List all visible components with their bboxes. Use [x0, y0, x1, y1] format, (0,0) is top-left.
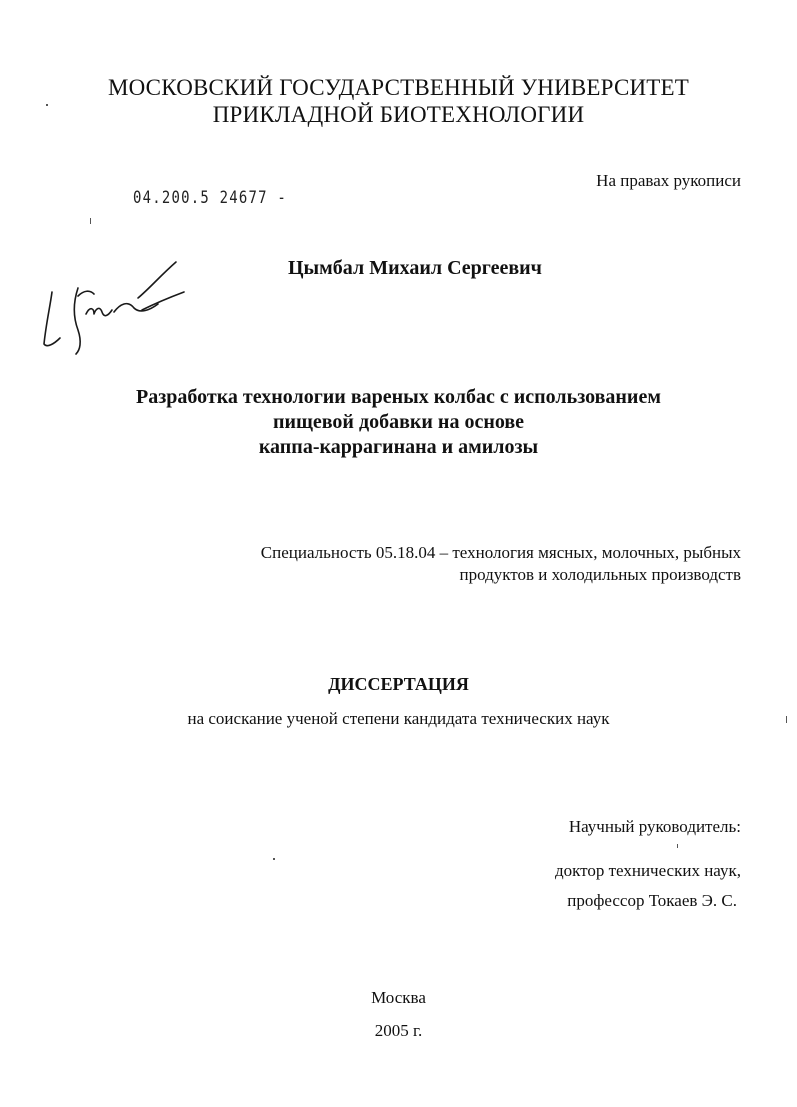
- degree-purpose: на соискание ученой степени кандидата технических наук: [187, 709, 610, 728]
- author-name: Цымбал Михаил Сергеевич: [288, 257, 542, 279]
- university-name-line-2: ПРИКЛАДНОЙ БИОТЕХНОЛОГИИ: [212, 102, 585, 127]
- manuscript-note: На правах рукописи: [596, 171, 741, 190]
- scan-speck: [46, 104, 48, 106]
- university-name: [0, 74, 797, 128]
- catalog-code-stamp: 04.200.5 24677 -: [133, 188, 287, 208]
- specialty-line-2: продуктов и холодильных производств: [459, 565, 741, 584]
- title-line-3: каппа-каррагинана и амилозы: [258, 436, 539, 458]
- specialty: [141, 542, 741, 586]
- supervisor-name: профессор Токаев Э. С.: [567, 891, 737, 910]
- city: Москва: [371, 988, 426, 1007]
- scan-speck: [90, 218, 91, 224]
- document-type: ДИССЕРТАЦИЯ: [328, 674, 469, 694]
- university-name-line-1: МОСКОВСКИЙ ГОСУДАРСТВЕННЫЙ УНИВЕРСИТЕТ: [107, 75, 690, 100]
- supervisor-degree: доктор технических наук,: [554, 861, 741, 880]
- specialty-line-1: Специальность 05.18.04 – технология мясных, молочных, рыбных: [260, 543, 741, 562]
- handwritten-signature: [38, 252, 198, 362]
- title-line-1: Разработка технологии вареных колбас с использованием: [136, 386, 661, 408]
- year: 2005 г.: [374, 1021, 423, 1040]
- scan-speck: [273, 858, 275, 860]
- dissertation-title: [0, 385, 797, 460]
- title-line-2: пищевой добавки на основе: [272, 411, 525, 433]
- scan-speck: [786, 716, 787, 723]
- supervisor-label: Научный руководитель:: [568, 817, 741, 836]
- scan-speck: [677, 844, 678, 848]
